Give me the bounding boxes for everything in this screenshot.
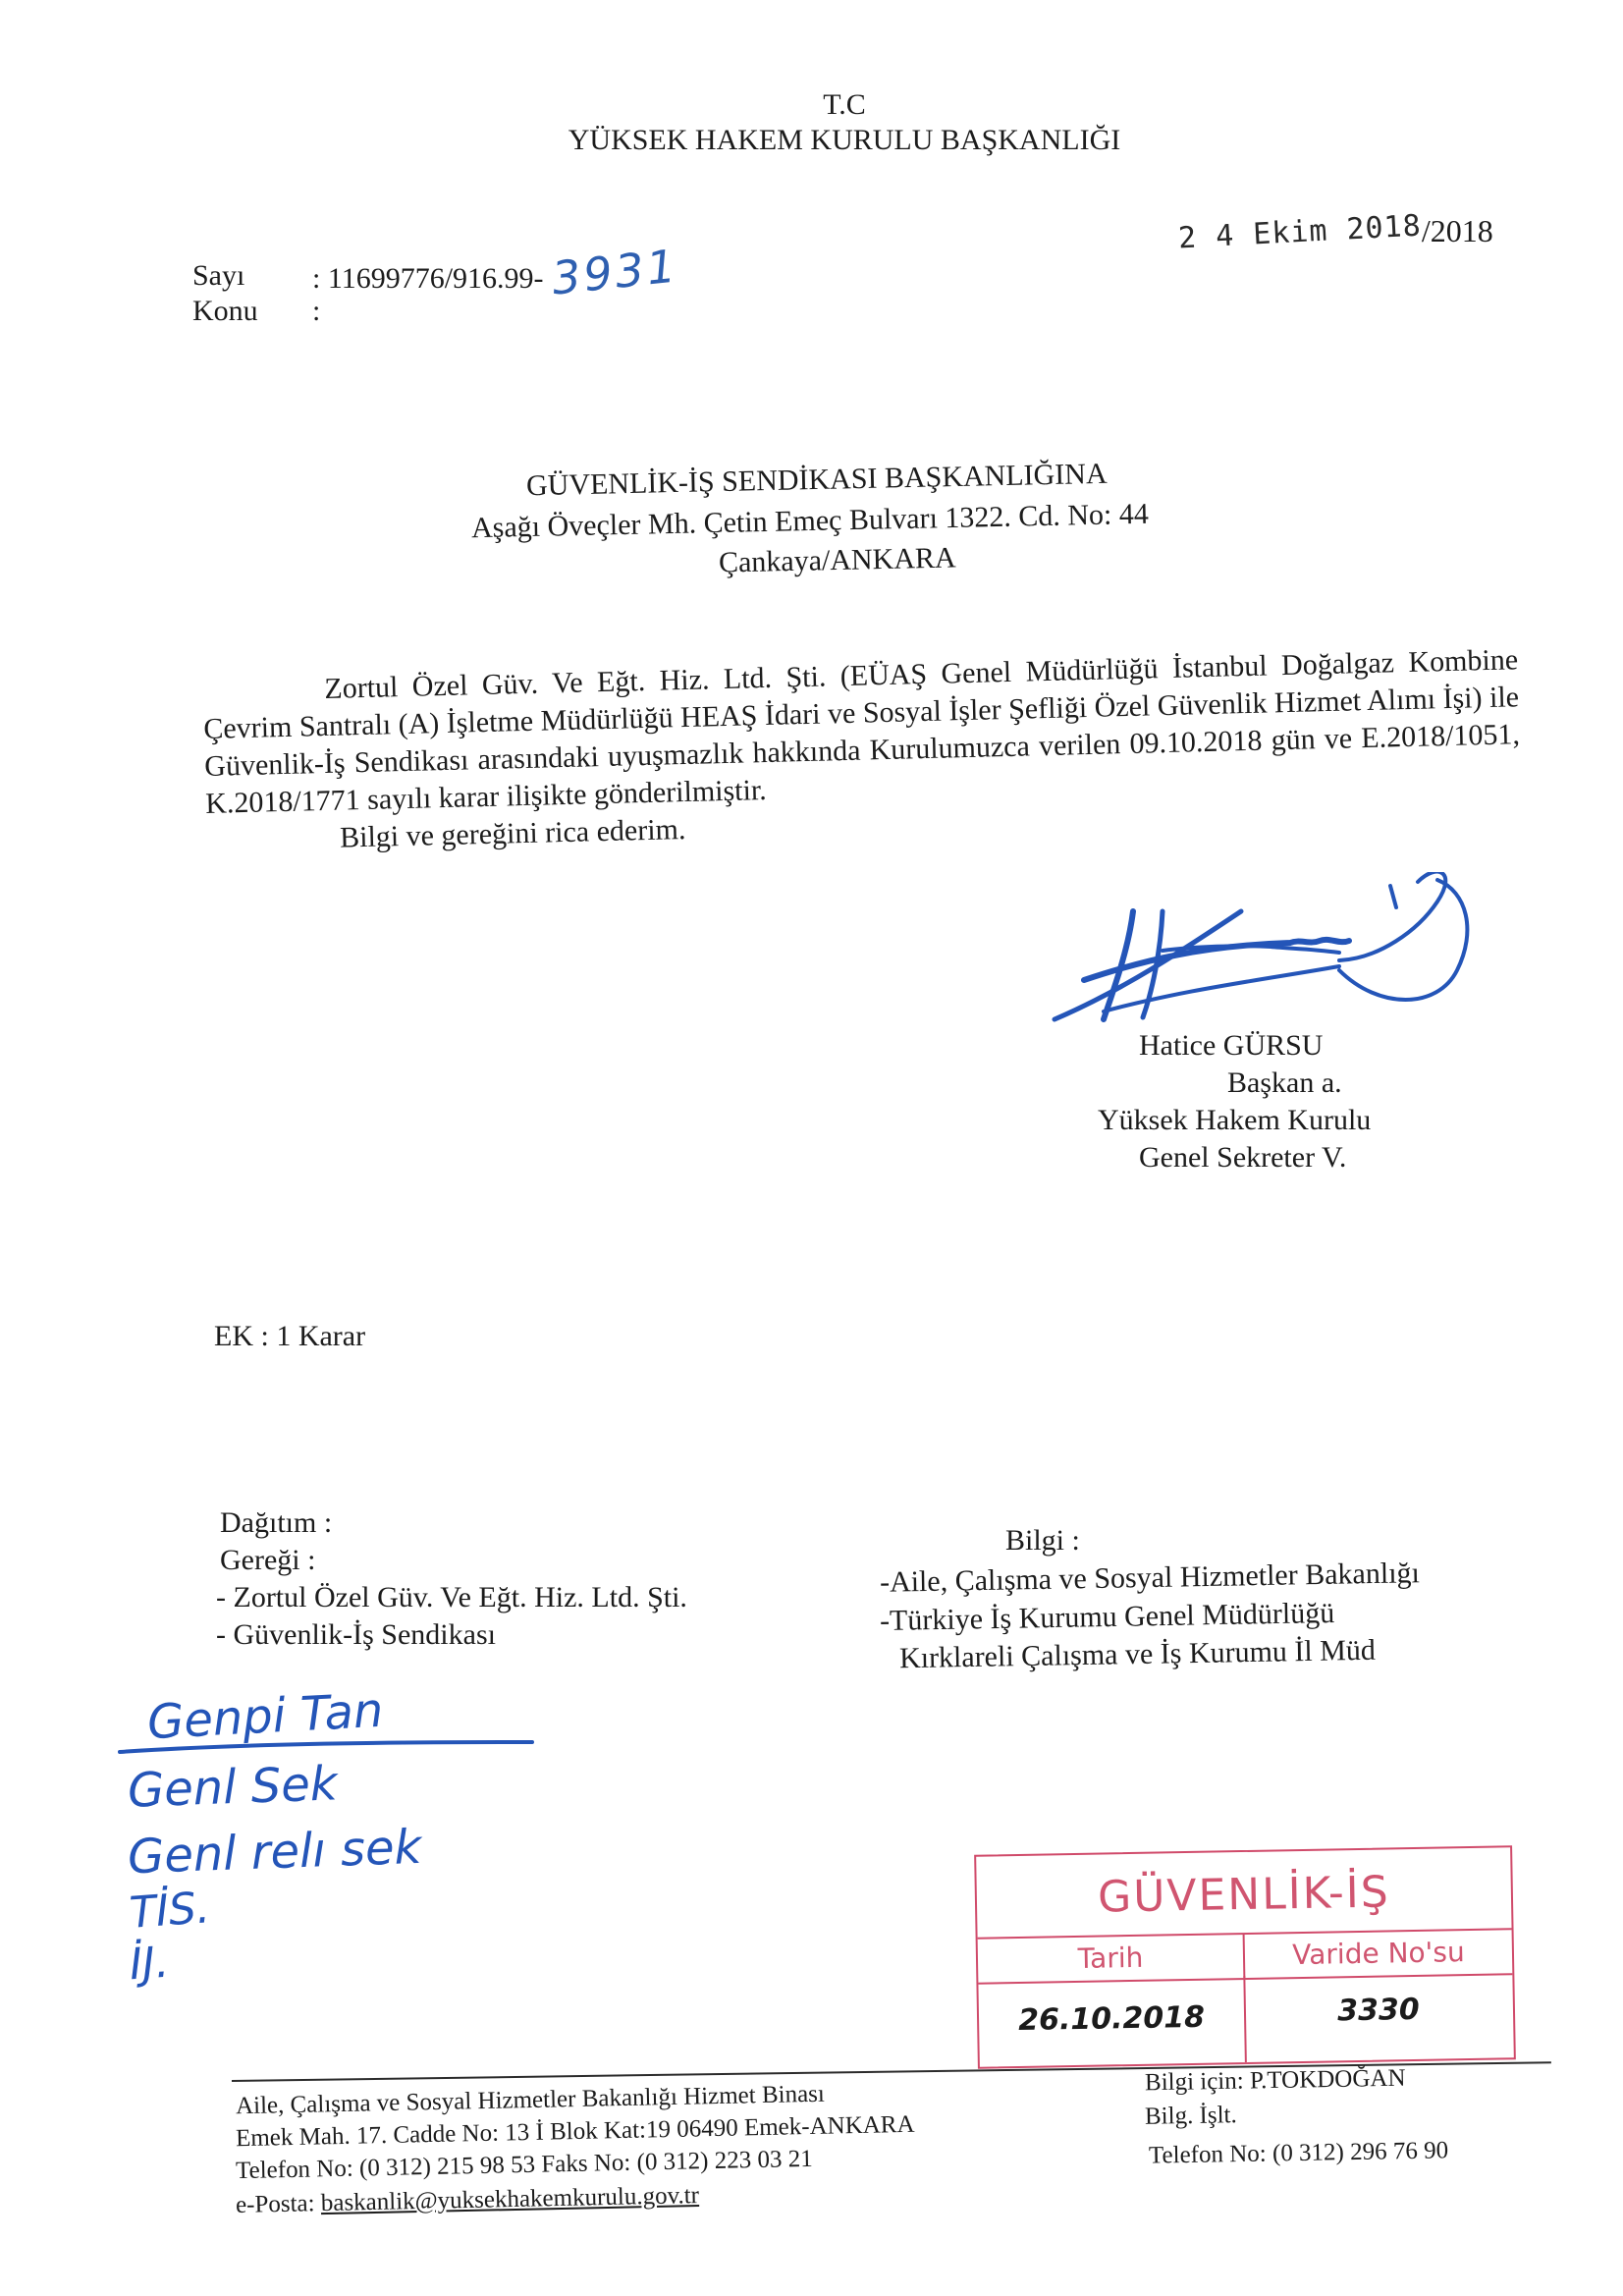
- konu-value: :: [312, 295, 321, 327]
- body-paragraph: Zortul Özel Güv. Ve Eğt. Hiz. Ltd. Şti. (EÜAŞ Genel Müdürlüğü İstanbul Doğalgaz Kombine Çevrim Santralı (A) İşletme Müdürlüğü HEAŞ İdari ve Sosyal İşler Şefliği Özel Güvenlik Hizmet Alımı İşi) ile Güvenlik-İş Sendikası arasındaki uyuşmazlık hakkında Kurulumuzca verilen 09.10.2018 gün ve E.2018/1051, K.2018/1771 sayılı karar ilişikte gönderilmiştir.: [202, 643, 1521, 820]
- stamp-date-value: 26.10.2018: [1017, 1999, 1206, 2039]
- stamp-title: GÜVENLİK-İŞ: [1097, 1867, 1391, 1923]
- gereg-label: Gereği :: [220, 1544, 316, 1576]
- handwritten-note: Genl Sek: [127, 1756, 339, 1819]
- gereg-item: - Güvenlik-İş Sendikası: [216, 1618, 496, 1651]
- footer-email-link[interactable]: baskanlik@yuksekhakemkurulu.gov.tr: [320, 2182, 700, 2217]
- footer-address-line: Aile, Çalışma ve Sosyal Hizmetler Bakanlığı Hizmet Binası: [235, 2080, 826, 2120]
- header-tc: T.C: [823, 88, 866, 121]
- handwritten-note: TİS.: [128, 1883, 212, 1939]
- footer-contact-phone: Telefon No: (0 312) 296 76 90: [1148, 2137, 1449, 2169]
- bilgi-item: Kırklareli Çalışma ve İş Kurumu İl Müd: [898, 1633, 1377, 1675]
- body-closing: Bilgi ve gereğini rica ederim.: [339, 813, 686, 854]
- distribution-label: Dağıtım :: [220, 1506, 333, 1539]
- handwritten-signature: [1045, 872, 1477, 1039]
- signatory-title-1: Başkan a.: [1227, 1066, 1342, 1099]
- handwritten-underline: [116, 1738, 538, 1758]
- bilgi-label: Bilgi :: [1005, 1524, 1080, 1557]
- bilgi-item: -Türkiye İş Kurumu Genel Müdürlüğü: [879, 1596, 1335, 1638]
- signatory-name: Hatice GÜRSU: [1139, 1029, 1324, 1062]
- bilgi-item: -Aile, Çalışma ve Sosyal Hizmetler Bakanlığı: [879, 1557, 1421, 1599]
- sayi-value: [312, 239, 681, 305]
- addressee-title: GÜVENLİK-İŞ SENDİKASI BAŞKANLIĞINA: [525, 457, 1108, 503]
- footer-email-line: [236, 2181, 700, 2220]
- date-stamp: 2 4 Ekim 2018: [1177, 208, 1423, 256]
- gereg-item: - Zortul Özel Güv. Ve Eğt. Hiz. Ltd. Şti.: [216, 1581, 687, 1613]
- handwritten-note: Genpi Tan: [145, 1682, 385, 1751]
- footer-contact-line: Bilg. İşlt.: [1144, 2102, 1237, 2130]
- sayi-label: Sayı: [192, 259, 245, 292]
- handwritten-note: İJ.: [128, 1937, 171, 1991]
- addressee-street: Aşağı Öveçler Mh. Çetin Emeç Bulvarı 1322. Cd. No: 44: [470, 497, 1150, 545]
- footer-address-line: Emek Mah. 17. Cadde No: 13 İ Blok Kat:19 06490 Emek-ANKARA: [235, 2110, 915, 2153]
- sayi-number: : 11699776/916.99-: [312, 262, 544, 295]
- attachment-note: EK : 1 Karar: [214, 1320, 366, 1352]
- document-date: [1177, 208, 1493, 256]
- stamp-number-header: Varide No'su: [1243, 1930, 1513, 1978]
- sayi-handwritten-number: 3931: [549, 239, 681, 305]
- addressee-city: Çankaya/ANKARA: [718, 541, 956, 579]
- footer-contact-line: Bilgi için: P.TOKDOĞAN: [1144, 2064, 1406, 2097]
- receipt-stamp: [974, 1845, 1516, 2069]
- signatory-title-2: Yüksek Hakem Kurulu: [1098, 1104, 1372, 1136]
- handwritten-note: Genl relı sek: [127, 1819, 423, 1886]
- header-institution: YÜKSEK HAKEM KURULU BAŞKANLIĞI: [568, 124, 1121, 156]
- stamp-number-value: 3330: [1336, 1992, 1421, 2029]
- stamp-date-header: Tarih: [1077, 1941, 1144, 1975]
- footer-phone-line: Telefon No: (0 312) 215 98 53 Faks No: (0 312) 223 03 21: [235, 2145, 813, 2185]
- footer-email-label: e-Posta:: [235, 2190, 322, 2218]
- letter-body: [202, 641, 1522, 860]
- konu-label: Konu: [192, 295, 258, 327]
- signatory-title-3: Genel Sekreter V.: [1139, 1141, 1347, 1174]
- date-year-suffix: /2018: [1421, 213, 1493, 248]
